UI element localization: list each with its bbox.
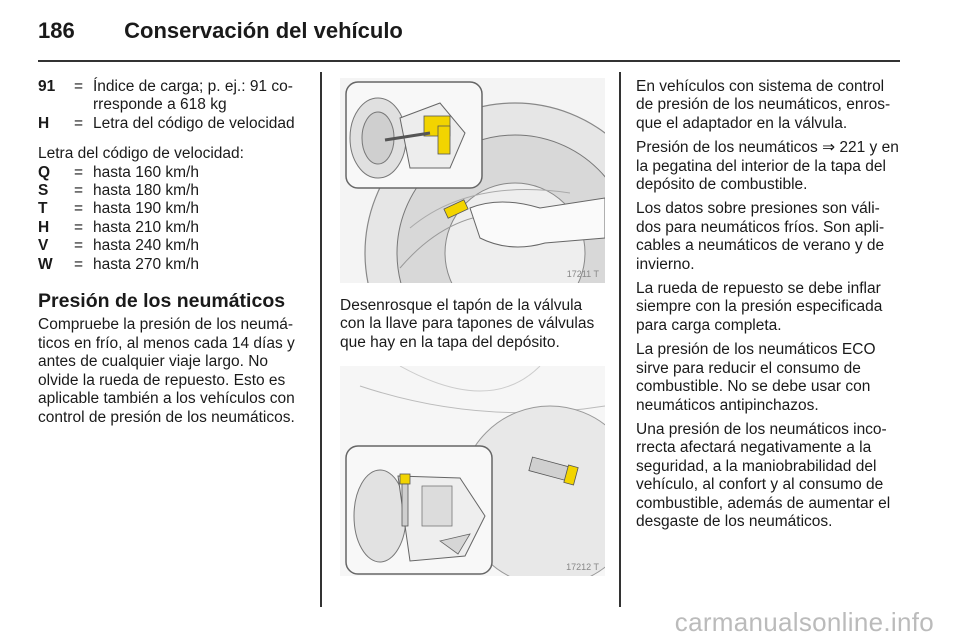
section-heading: Presión de los neumáticos <box>38 290 286 313</box>
speed-equals: = <box>74 218 84 236</box>
paragraph: En vehículos con sistema de control de presión de los neumáticos, enros-que el adaptador en la válvula. <box>636 78 891 132</box>
definition-value: Letra del código de velocidad <box>93 114 295 132</box>
speed-row <box>38 256 308 274</box>
speed-key: Q <box>38 163 51 181</box>
paragraph: Presión de los neumáticos ⇒ 221 y en la pegatina del interior de la tapa del depósito de combustible. <box>636 139 899 194</box>
figure-code: 17212 T <box>566 562 599 573</box>
speed-row <box>38 164 308 182</box>
header-rule <box>38 60 900 62</box>
column-middle <box>340 78 605 576</box>
speed-value: hasta 270 km/h <box>93 255 199 273</box>
speed-key: T <box>38 200 48 218</box>
speed-key: W <box>38 255 53 273</box>
figure-valve-cap-illustration <box>340 78 605 283</box>
speed-equals: = <box>74 163 84 181</box>
figure-caption: Desenrosque el tapón de la válvula con la llave para tapones de válvulas que hay en la tapa del depósito. <box>340 297 595 351</box>
definition-key: H <box>38 114 50 132</box>
figure-adapter <box>340 366 605 576</box>
definition-equals: = <box>74 114 84 132</box>
definition-row <box>38 78 308 115</box>
speed-key: V <box>38 237 49 255</box>
speed-key: S <box>38 182 49 200</box>
speed-equals: = <box>74 200 84 218</box>
column-divider-2 <box>619 72 621 607</box>
speed-equals: = <box>74 182 84 200</box>
figure-adapter-illustration <box>340 366 605 576</box>
column-right <box>636 78 904 537</box>
speed-value: hasta 180 km/h <box>93 182 199 200</box>
speed-row <box>38 237 308 255</box>
figure-code: 17211 T <box>566 269 599 279</box>
definition-row <box>38 115 308 133</box>
column-left <box>38 78 308 427</box>
column-divider-1 <box>320 72 322 607</box>
speed-key: H <box>38 218 50 236</box>
speed-row <box>38 200 308 218</box>
chapter-title: Conservación del vehículo <box>124 18 403 43</box>
speed-intro: Letra del código de velocidad: <box>38 145 244 163</box>
definition-key: 91 <box>38 78 56 95</box>
page-number: 186 <box>38 18 75 43</box>
section-paragraph: Compruebe la presión de los neumá-ticos en frío, al menos cada 14 días y antes de cualquier viaje largo. No olvide la rueda de repuesto. Esto es aplicable también a los vehículos con control de presión de los neumáticos. <box>38 316 295 426</box>
watermark: carmanualsonline.info <box>674 607 934 637</box>
paragraph: La rueda de repuesto se debe inflar siempre con la presión especificada para carga completa. <box>636 280 883 334</box>
speed-value: hasta 190 km/h <box>93 200 199 218</box>
speed-value: hasta 160 km/h <box>93 163 199 181</box>
definition-equals: = <box>74 78 84 95</box>
page-header <box>38 18 403 44</box>
speed-value: hasta 210 km/h <box>93 218 199 236</box>
speed-equals: = <box>74 237 84 255</box>
speed-row <box>38 219 308 237</box>
paragraph: La presión de los neumáticos ECO sirve para reducir el consumo de combustible. No se debe usar con neumáticos antipinchazos. <box>636 341 876 414</box>
paragraph: Una presión de los neumáticos inco-rrecta afectará negativamente a la seguridad, a la maniobrabilidad del vehículo, al confort y al consumo de combustible, además de aumentar el desgaste de los neumáticos. <box>636 420 891 530</box>
figure-valve-cap <box>340 78 605 283</box>
speed-value: hasta 240 km/h <box>93 237 199 255</box>
definition-value: Índice de carga; p. ej.: 91 co-rresponde a 618 kg <box>93 78 293 114</box>
speed-row <box>38 182 308 200</box>
speed-equals: = <box>74 255 84 273</box>
paragraph: Los datos sobre presiones son váli-dos para neumáticos fríos. Son apli-cables a neumáticos de verano y de invierno. <box>636 200 885 273</box>
